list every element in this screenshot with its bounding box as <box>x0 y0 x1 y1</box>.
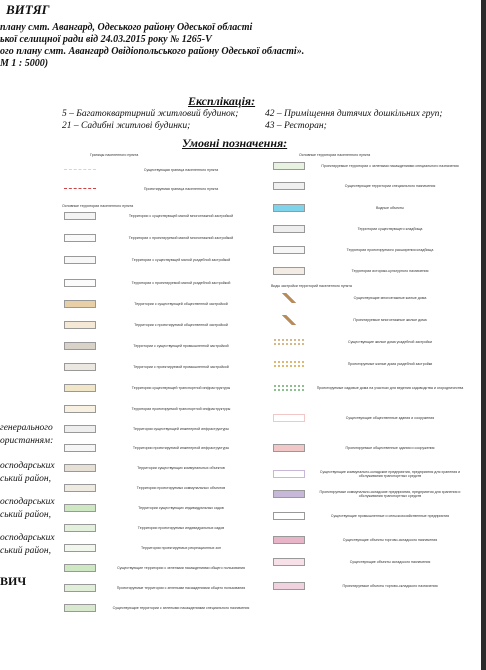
legend-symbol <box>60 463 100 473</box>
legend-symbol <box>60 255 100 265</box>
legend-row <box>60 299 269 309</box>
document-title: ВИТЯГ <box>6 2 50 17</box>
legend-label: Существующие жилые дома усадебной застройки <box>347 339 432 344</box>
legend-label: Существующие общественные здания и сооружения <box>345 415 435 420</box>
legend-label: Территории проектируемых коммунальных объектов <box>136 485 226 490</box>
legend-symbol <box>60 543 100 553</box>
page-edge-shadow <box>481 0 486 670</box>
legend-symbol <box>60 299 100 309</box>
legend-group-header: Основные территории населенного пункта <box>299 153 371 157</box>
explication-item: 42 – Приміщення дитячих дошкільних груп; <box>265 109 443 119</box>
legend-row <box>60 483 269 493</box>
legend-symbol <box>60 483 100 493</box>
legend-label: Существующие коммунально-складские предприятия, предприятия для хранения и обслуживания транспортных средств <box>319 469 461 478</box>
legend-symbol <box>269 535 309 545</box>
legend-symbol <box>60 341 100 351</box>
legend-symbol <box>60 404 100 414</box>
legend-symbol <box>269 266 309 276</box>
legend-table <box>60 151 478 616</box>
legend-row <box>269 557 478 567</box>
legend-label: Территории с проектируемой малой многоэтажной застройкой <box>128 235 234 240</box>
legend-label: Территории проектируемого расширения кладбища <box>346 247 434 252</box>
legend-section-heading: Основные территории населенного пункта <box>62 204 134 208</box>
legend-label: Территории существующей транспортной инфраструктуры <box>131 385 231 390</box>
header-line-2: ької селищної ради від 24.03.2015 року № 1265-V <box>0 34 212 45</box>
legend-row <box>269 266 478 276</box>
legend-row <box>269 469 478 479</box>
legend-row <box>60 503 269 513</box>
legend-label: Проектируемые коммунально-складские предприятия, предприятия для хранения и обслуживания транспортных средств <box>319 489 461 498</box>
legend-row <box>60 543 269 553</box>
legend-label: Территории с проектируемой малой усадебной застройкой <box>131 280 231 285</box>
legend-symbol <box>269 489 309 499</box>
legend-label: Территории существующей инженерной инфраструктуры <box>133 426 229 431</box>
legend-symbol <box>60 603 100 613</box>
legend-label: Территории с существующей промышленной застройкой <box>133 343 229 348</box>
legend-row <box>269 203 478 213</box>
legend-symbol <box>269 413 309 423</box>
legend-row <box>60 184 269 194</box>
legend-row <box>60 583 269 593</box>
legend-symbol <box>60 320 100 330</box>
legend-label: Территории существующих индивидуальных садов <box>138 505 224 510</box>
legend-symbol <box>60 233 100 243</box>
explication-item: 5 – Багатоквартирний житловий будинок; <box>62 109 239 119</box>
legend-label: Территории проектируемых рекреационных зон <box>141 545 221 550</box>
legend-title: Умовні позначення: <box>182 136 288 150</box>
legend-row <box>60 563 269 573</box>
signature-name: ВИЧ <box>0 574 27 588</box>
legend-label: Территории существующих коммунальных объектов <box>137 465 225 470</box>
legend-label: Территории с существующей малой многоэтажной застройкой <box>128 213 234 218</box>
legend-label: Водные объекты <box>375 205 404 210</box>
header-line-3: ого плану смт. Авангард Овідіопольського району Одеської області». <box>0 46 305 57</box>
legend-row <box>269 245 478 255</box>
legend-symbol <box>60 184 100 194</box>
legend-row <box>269 489 478 499</box>
legend-label: Проектируемые территории с зелеными насаждениями специального назначения <box>321 163 459 168</box>
legend-symbol <box>269 557 309 567</box>
side-text: ористанням: <box>0 436 54 446</box>
legend-row <box>60 603 269 613</box>
legend-symbol <box>269 161 309 171</box>
legend-row <box>60 362 269 372</box>
side-text: осподарських <box>0 461 55 471</box>
side-text: ський район, <box>0 474 51 484</box>
legend-symbol <box>269 443 309 453</box>
legend-label: Существующие многоэтажные жилые дома <box>353 295 427 300</box>
legend-symbol <box>60 583 100 593</box>
legend-label: Территории с существующей малой усадебной застройкой <box>131 257 231 262</box>
legend-label: Проектируемые садовые дома на участках для ведения садоводства и огородничества <box>316 385 464 390</box>
legend-symbol <box>60 424 100 434</box>
legend-symbol <box>269 359 309 369</box>
legend-row <box>269 181 478 191</box>
legend-row <box>269 293 478 303</box>
legend-symbol <box>60 443 100 453</box>
legend-symbol <box>60 362 100 372</box>
legend-symbol <box>269 181 309 191</box>
legend-row <box>269 511 478 521</box>
legend-row <box>269 443 478 453</box>
legend-symbol <box>269 337 309 347</box>
explication-item: 43 – Ресторан; <box>265 121 327 131</box>
legend-row <box>60 341 269 351</box>
legend-row <box>269 581 478 591</box>
legend-section-heading: Виды застройки территорий населенного пункта <box>271 284 352 288</box>
legend-symbol <box>60 563 100 573</box>
legend-symbol <box>60 165 100 175</box>
legend-row <box>60 424 269 434</box>
legend-label: Территории историко-культурного назначения <box>351 268 429 273</box>
legend-label: Территории с проектируемой промышленной застройкой <box>133 364 229 369</box>
header-line-4: М 1 : 5000) <box>0 58 49 69</box>
legend-symbol <box>269 203 309 213</box>
legend-symbol <box>269 511 309 521</box>
legend-row <box>60 211 269 221</box>
legend-symbol <box>269 469 309 479</box>
legend-row <box>269 315 478 325</box>
legend-label: Существующие промышленные и сельскохозяйственные предприятия <box>330 513 450 518</box>
legend-label: Проектируемые территории с зелеными насаждениями общего пользования <box>116 585 246 590</box>
legend-row <box>60 463 269 473</box>
legend-label: Существующие объекты складского назначения <box>349 559 431 564</box>
legend-label: Территории с проектируемой общественной застройкой <box>134 322 228 327</box>
side-text: осподарських <box>0 497 55 507</box>
legend-symbol <box>60 211 100 221</box>
legend-label: Проектируемые жилые дома усадебной застройки <box>347 361 433 366</box>
explication-title: Експлікація: <box>188 94 256 108</box>
legend-label: Существующие территории специального назначения <box>344 183 436 188</box>
legend-row <box>269 359 478 369</box>
legend-row <box>60 320 269 330</box>
legend-label: Территории проектируемой транспортной инфраструктуры <box>131 406 231 411</box>
legend-symbol <box>60 523 100 533</box>
legend-row <box>60 523 269 533</box>
legend-row <box>269 535 478 545</box>
legend-symbol <box>269 383 309 393</box>
legend-label: Территории существующего кладбища <box>357 226 423 231</box>
legend-symbol <box>269 581 309 591</box>
legend-symbol <box>269 293 309 303</box>
legend-label: Существующие территории с зелеными насаждениями общего пользования <box>117 565 245 570</box>
legend-row <box>60 383 269 393</box>
legend-label: Существующие объекты торгово-складского назначения <box>342 537 438 542</box>
legend-label: Проектируемые многоэтажные жилые дома <box>353 317 427 322</box>
legend-symbol <box>60 383 100 393</box>
legend-row <box>60 165 269 175</box>
legend-label: Территории проектируемых индивидуальных садов <box>137 525 225 530</box>
legend-symbol <box>269 315 309 325</box>
legend-row <box>269 161 478 171</box>
legend-label: Территории проектируемой инженерной инфраструктуры <box>132 445 230 450</box>
legend-label: Проектируемые общественные здания и сооружения <box>345 445 435 450</box>
side-text: осподарських <box>0 533 55 543</box>
legend-row <box>60 255 269 265</box>
legend-row <box>269 337 478 347</box>
explication-item: 21 – Садибні житлові будинки; <box>62 121 191 131</box>
legend-symbol <box>60 503 100 513</box>
legend-label: Проектируемые объекты торгово-складского назначения <box>342 583 438 588</box>
legend-row <box>60 233 269 243</box>
legend-row <box>269 224 478 234</box>
legend-row <box>60 278 269 288</box>
side-text: ський район, <box>0 546 51 556</box>
legend-row <box>269 383 478 393</box>
legend-symbol <box>269 224 309 234</box>
legend-label: Территории с существующей общественной застройкой <box>134 301 228 306</box>
legend-row <box>60 443 269 453</box>
legend-label: Существующая граница населенного пункта <box>143 167 219 172</box>
legend-label: Проектируемая граница населенного пункта <box>143 186 219 191</box>
legend-row <box>60 404 269 414</box>
legend-symbol <box>60 278 100 288</box>
side-text: ський район, <box>0 510 51 520</box>
header-line-1: плану смт. Авангард, Одеського району Одеської області <box>0 22 253 33</box>
side-text: генерального <box>0 423 53 433</box>
legend-label: Существующие территории с зелеными насаждениями специального назначения <box>112 605 250 610</box>
legend-row <box>269 413 478 423</box>
legend-group-header: Границы населенного пункта <box>90 153 139 157</box>
legend-symbol <box>269 245 309 255</box>
